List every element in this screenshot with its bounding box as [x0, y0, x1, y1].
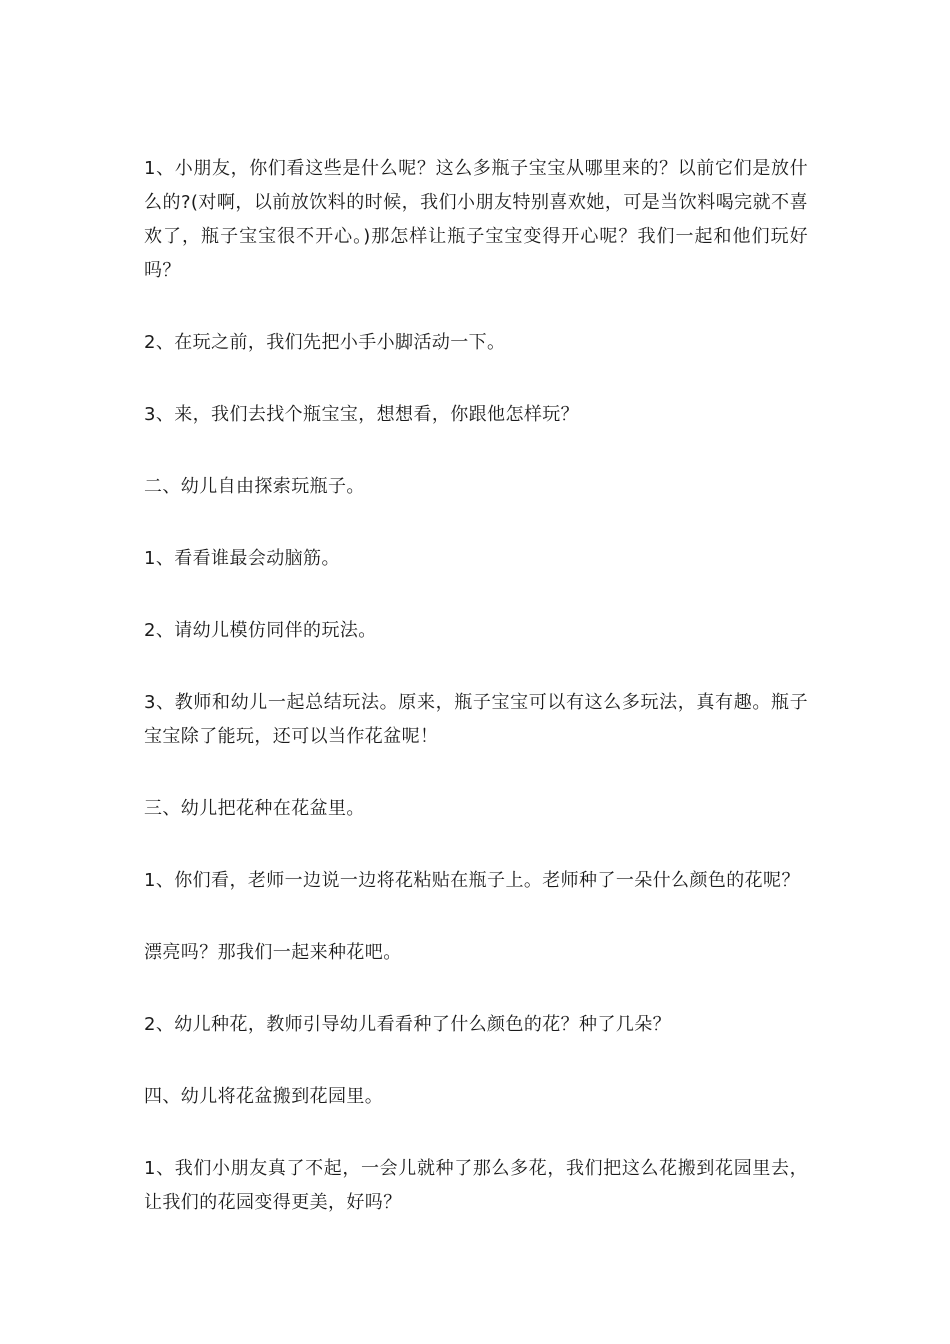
paragraph-13: 1、我们小朋友真了不起，一会儿就种了那么多花，我们把这么花搬到花园里去，让我们的花园变得更美，好吗？	[144, 1158, 808, 1213]
document-body	[144, 152, 808, 1258]
paragraph-10: 漂亮吗？那我们一起来种花吧。	[144, 942, 402, 963]
section-heading-3: 三、幼儿把花种在花盆里。	[144, 798, 365, 819]
paragraph-11: 2、幼儿种花，教师引导幼儿看看种了什么颜色的花？种了几朵？	[144, 1014, 672, 1035]
paragraph-9: 1、你们看，老师一边说一边将花粘贴在瓶子上。老师种了一朵什么颜色的花呢？	[144, 870, 800, 891]
paragraph-3: 3、来，我们去找个瓶宝宝，想想看，你跟他怎样玩？	[144, 404, 580, 425]
section-heading-2: 二、幼儿自由探索玩瓶子。	[144, 476, 365, 497]
paragraph-6: 2、请幼儿模仿同伴的玩法。	[144, 620, 377, 641]
paragraph-1: 1、小朋友，你们看这些是什么呢？这么多瓶子宝宝从哪里来的？以前它们是放什么的?(对啊，以前放饮料的时候，我们小朋友特别喜欢她，可是当饮料喝完就不喜欢了，瓶子宝宝很不开心。)那怎样让瓶子宝宝变得开心呢？我们一起和他们玩好吗？	[144, 158, 808, 281]
section-heading-4: 四、幼儿将花盆搬到花园里。	[144, 1086, 384, 1107]
paragraph-5: 1、看看谁最会动脑筋。	[144, 548, 340, 569]
paragraph-2: 2、在玩之前，我们先把小手小脚活动一下。	[144, 332, 506, 353]
paragraph-7: 3、教师和幼儿一起总结玩法。原来，瓶子宝宝可以有这么多玩法，真有趣。瓶子宝宝除了能玩，还可以当作花盆呢！	[144, 692, 808, 747]
